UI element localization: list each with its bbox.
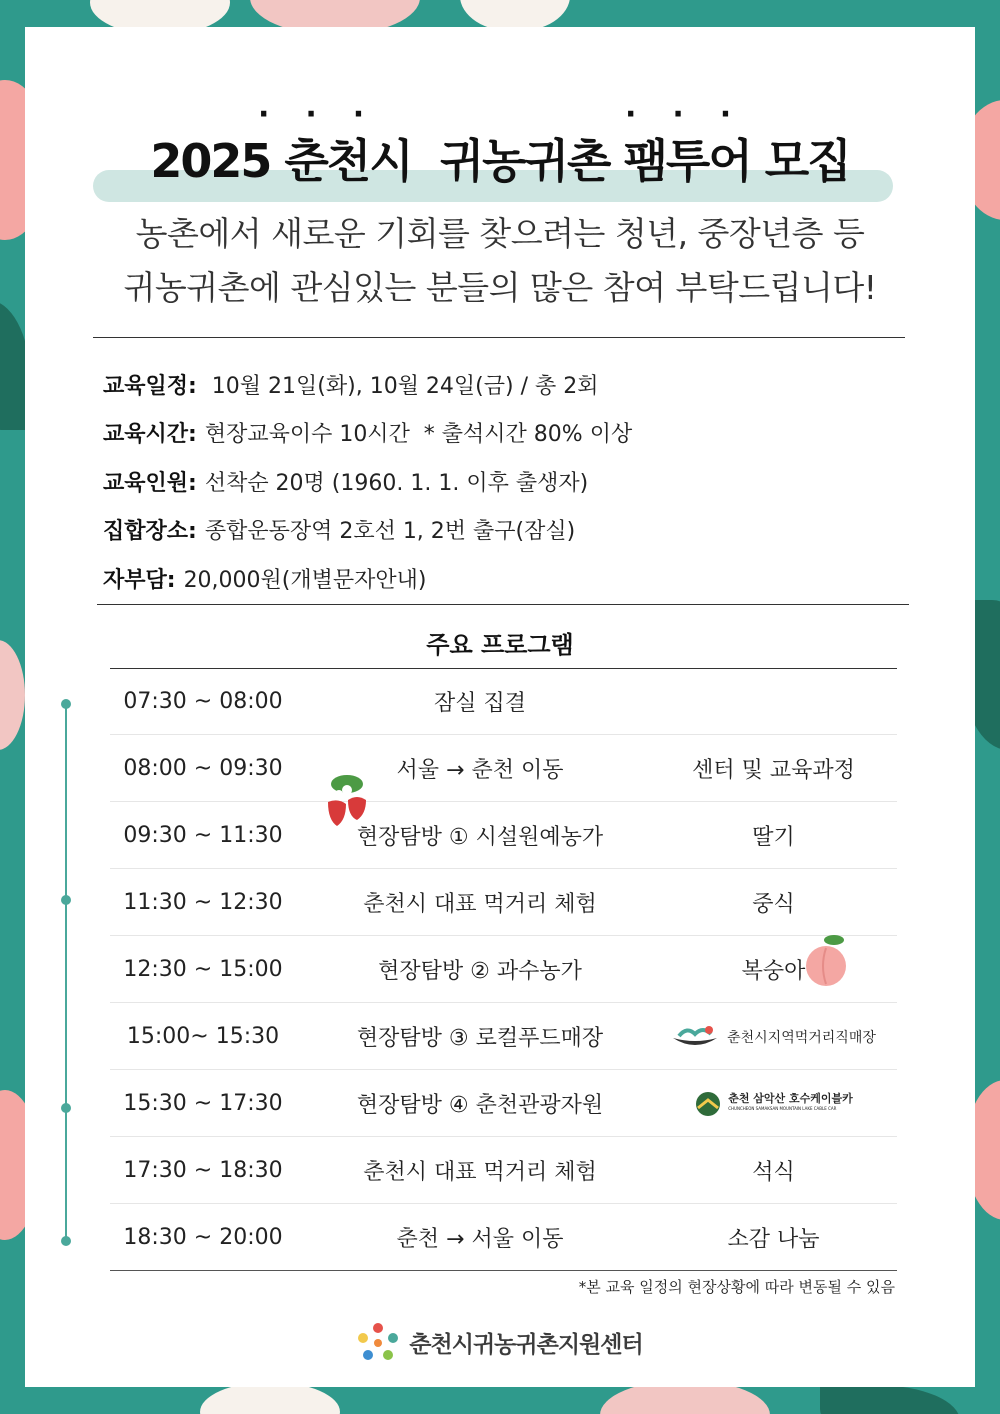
center-name: 춘천시귀농귀촌지원센터 xyxy=(409,1331,643,1358)
info-value: 종합운동장역 2호선 1, 2번 출구(잠실) xyxy=(204,519,576,545)
timeline-dot xyxy=(61,895,71,905)
info-key: 집합장소: xyxy=(103,519,197,545)
footer-logo xyxy=(25,1322,975,1362)
table-row xyxy=(110,1137,897,1204)
program-cell: 잠실 집결 xyxy=(433,691,526,716)
info-key: 교육인원: xyxy=(103,470,197,496)
cable-car-subtitle: CHUNCHEON SAMAKSAN MOUNTAIN LAKE CABLE CAR xyxy=(728,1105,837,1111)
info-row xyxy=(103,409,923,458)
poster-sheet xyxy=(25,27,975,1387)
bg-light-shape xyxy=(0,640,25,750)
cable-car-name: 춘천 삼악산 호수케이블카 xyxy=(728,1091,853,1105)
time-cell: 18:30 ~ 20:00 xyxy=(123,1225,283,1250)
time-cell: 11:30 ~ 12:30 xyxy=(123,890,283,915)
info-value: 선착순 20명 (1960. 1. 1. 이후 출생자) xyxy=(204,470,589,496)
program-title: 주요 프로그램 xyxy=(426,631,574,659)
page-title: 2025 춘천시 귀농귀촌 팸투어 모집 xyxy=(150,134,850,188)
intro-text xyxy=(25,207,975,315)
cable-car-logo-icon xyxy=(694,1090,722,1118)
emphasis-dots: ··· xyxy=(625,97,768,132)
program-cell: 춘천 → 서울 이동 xyxy=(396,1227,564,1252)
note-cell: 석식 xyxy=(752,1160,795,1185)
program-table xyxy=(110,668,897,1271)
program-cell: 현장탐방 ① 시설원예농가 xyxy=(356,825,604,850)
time-cell: 15:00~ 15:30 xyxy=(126,1024,280,1049)
table-row xyxy=(110,735,897,802)
time-cell: 09:30 ~ 11:30 xyxy=(123,823,283,848)
intro-line: 농촌에서 새로운 기회를 찾으려는 청년, 중장년층 등 xyxy=(135,214,865,253)
info-row xyxy=(103,457,923,506)
table-row xyxy=(110,1204,897,1271)
info-row xyxy=(103,506,923,555)
info-list xyxy=(103,360,923,603)
time-cell: 15:30 ~ 17:30 xyxy=(123,1091,283,1116)
table-row xyxy=(110,668,897,735)
table-row xyxy=(110,869,897,936)
table-row xyxy=(110,1070,897,1137)
divider xyxy=(97,604,909,605)
table-row xyxy=(110,936,897,1003)
note-cell xyxy=(650,1070,897,1137)
program-cell: 춘천시 대표 먹거리 체험 xyxy=(363,1160,597,1185)
time-cell: 08:00 ~ 09:30 xyxy=(123,756,283,781)
intro-line: 귀농귀촌에 관심있는 분들의 많은 참여 부탁드립니다! xyxy=(123,268,877,307)
divider xyxy=(93,337,905,338)
footnote: *본 교육 일정의 현장상황에 따라 변동될 수 있음 xyxy=(578,1278,895,1296)
info-row xyxy=(103,360,923,409)
info-value: 20,000원(개별문자안내) xyxy=(183,567,427,593)
time-cell: 07:30 ~ 08:00 xyxy=(123,689,283,714)
info-value: 현장교육이수 10시간 * 출석시간 80% 이상 xyxy=(204,422,633,448)
program-cell: 현장탐방 ④ 춘천관광자원 xyxy=(356,1093,604,1118)
center-logo-icon xyxy=(357,1322,399,1362)
bg-leaf-shape xyxy=(820,1385,960,1414)
cable-car-label xyxy=(728,1091,853,1114)
note-cell: 센터 및 교육과정 xyxy=(692,758,855,783)
timeline-dot xyxy=(61,699,71,709)
info-key: 자부담: xyxy=(103,567,176,593)
note-cell xyxy=(650,1003,897,1070)
note-cell xyxy=(650,668,897,735)
note-cell: 중식 xyxy=(752,892,795,917)
program-cell: 현장탐방 ③ 로컬푸드매장 xyxy=(356,1026,604,1051)
table-row xyxy=(110,1003,897,1070)
title-block xyxy=(25,97,975,207)
note-cell: 복숭아 xyxy=(741,959,806,984)
note-cell: 딸기 xyxy=(752,825,795,850)
time-cell: 17:30 ~ 18:30 xyxy=(123,1158,283,1183)
emphasis-dots: ··· xyxy=(258,97,401,132)
strawberry-icon xyxy=(324,770,370,832)
time-cell: 12:30 ~ 15:00 xyxy=(123,957,283,982)
peach-icon xyxy=(804,934,848,990)
timeline-dot xyxy=(61,1236,71,1246)
program-cell: 서울 → 춘천 이동 xyxy=(396,758,564,783)
program-cell: 춘천시 대표 먹거리 체험 xyxy=(363,892,597,917)
info-key: 교육일정: xyxy=(103,373,197,399)
local-market-label: 춘천시지역먹거리직매장 xyxy=(727,1029,876,1046)
local-market-logo-icon xyxy=(671,1024,719,1050)
note-cell: 소감 나눔 xyxy=(727,1227,820,1252)
info-row xyxy=(103,554,923,603)
timeline-dot xyxy=(61,1103,71,1113)
timeline-line xyxy=(65,704,67,1242)
table-row xyxy=(110,802,897,869)
program-cell: 현장탐방 ② 과수농가 xyxy=(378,959,582,984)
info-key: 교육시간: xyxy=(103,422,197,448)
info-value: 10월 21일(화), 10월 24일(금) / 총 2회 xyxy=(204,373,599,399)
